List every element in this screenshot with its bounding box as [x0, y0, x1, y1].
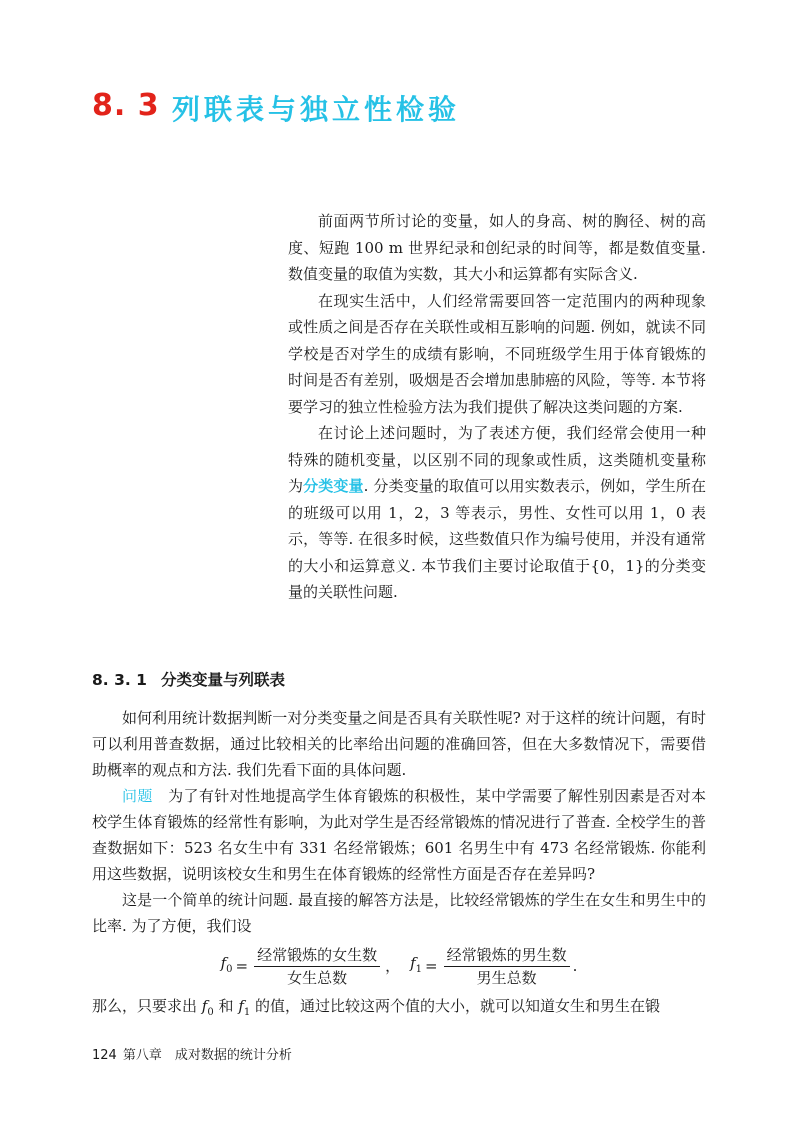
body-paragraph-1: 如何利用统计数据判断一对分类变量之间是否具有关联性呢? 对于这样的统计问题，有时可以利用普查数据，通过比较相关的比率给出问题的准确回答，但在大多数情况下，需要借助概率的观点和方法. 我们先看下面的具体问题.	[92, 709, 706, 779]
subsection-number: 8. 3. 1	[92, 671, 147, 689]
intro-p3-after: . 分类变量的取值可以用实数表示，例如，学生所在的班级可以用 1，2，3 等表示，男性、女性可以用 1，0 表示，等等. 在很多时候，这些数值只作为编号使用，并没有通常的大小和运算意义. 本节我们主要讨论取值于{0，1}的分类变量的关联性问题.	[288, 477, 706, 601]
f0-fraction	[254, 945, 380, 988]
problem-text: 为了有针对性地提高学生体育锻炼的积极性，某中学需要了解性别因素是否对本校学生体育锻炼的经常性有影响，为此对学生是否经常锻炼的情况进行了普查. 全校学生的普查数据如下：523 名女生中有 331 名经常锻炼；601 名男生中有 473 名经常锻炼. 你能利用这些数据，说明该校女生和男生在体育锻炼的经常性方面是否存在差异吗?	[92, 787, 706, 883]
f0-numerator: 经常锻炼的女生数	[254, 945, 380, 967]
chapter-title: 第八章 成对数据的统计分析	[122, 1048, 292, 1063]
intro-p3-before: 在讨论上述问题时，为了表述方便，我们经常会使用一种特殊的随机变量，以区别不同的现象或性质，这类随机变量称为	[288, 424, 706, 495]
term-categorical-variable: 分类变量	[303, 477, 364, 495]
intro-paragraph-1: 前面两节所讨论的变量，如人的身高、树的胸径、树的高度、短跑 100 m 世界纪录和创纪录的时间等，都是数值变量. 数值变量的取值为实数，其大小和运算都有实际含义.	[288, 212, 706, 283]
f1-equals: =	[425, 957, 438, 975]
f1-numerator: 经常锻炼的男生数	[444, 945, 570, 967]
intro-text	[288, 208, 706, 606]
problem-paragraph	[92, 783, 706, 887]
f0-equals: =	[235, 957, 249, 975]
body-text	[92, 705, 706, 1026]
f0-denominator: 女生总数	[287, 968, 348, 987]
ratio-formula	[92, 941, 706, 991]
f1-fraction	[444, 945, 570, 988]
body-paragraph-4: 那么，只要求出 $f_0$ 和 $f_1$ 的值，通过比较这两个值的大小，就可以知道女生和男生在锻	[92, 997, 661, 1018]
section-number: 8. 3	[92, 88, 160, 123]
f0-symbol: $f_0$	[220, 953, 233, 975]
page-number: 124	[92, 1048, 117, 1063]
body-paragraph-3: 这是一个简单的统计问题. 最直接的解答方法是，比较经常锻炼的学生在女生和男生中的比率. 为了方便，我们设	[92, 891, 706, 935]
section-title: 列联表与独立性检验	[172, 93, 461, 126]
subsection-title: 分类变量与列联表	[160, 671, 285, 689]
formula-separator: ，	[385, 957, 401, 975]
subsection-heading	[92, 668, 285, 690]
intro-paragraph-2: 在现实生活中，人们经常需要回答一定范围内的两种现象或性质之间是否存在关联性或相互影响的问题. 例如，就读不同学校是否对学生的成绩有影响，不同班级学生用于体育锻炼的时间是否有差别，吸烟是否会增加患肺癌的风险，等等. 本节将要学习的独立性检验方法为我们提供了解决这类问题的方案.	[288, 291, 706, 416]
problem-label: 问题	[122, 787, 153, 805]
f1-denominator: 男生总数	[476, 968, 537, 987]
intro-paragraph-3	[288, 420, 706, 606]
f1-symbol: $f_1$	[410, 953, 423, 975]
formula-end: .	[572, 957, 578, 975]
page-footer	[92, 1044, 292, 1063]
